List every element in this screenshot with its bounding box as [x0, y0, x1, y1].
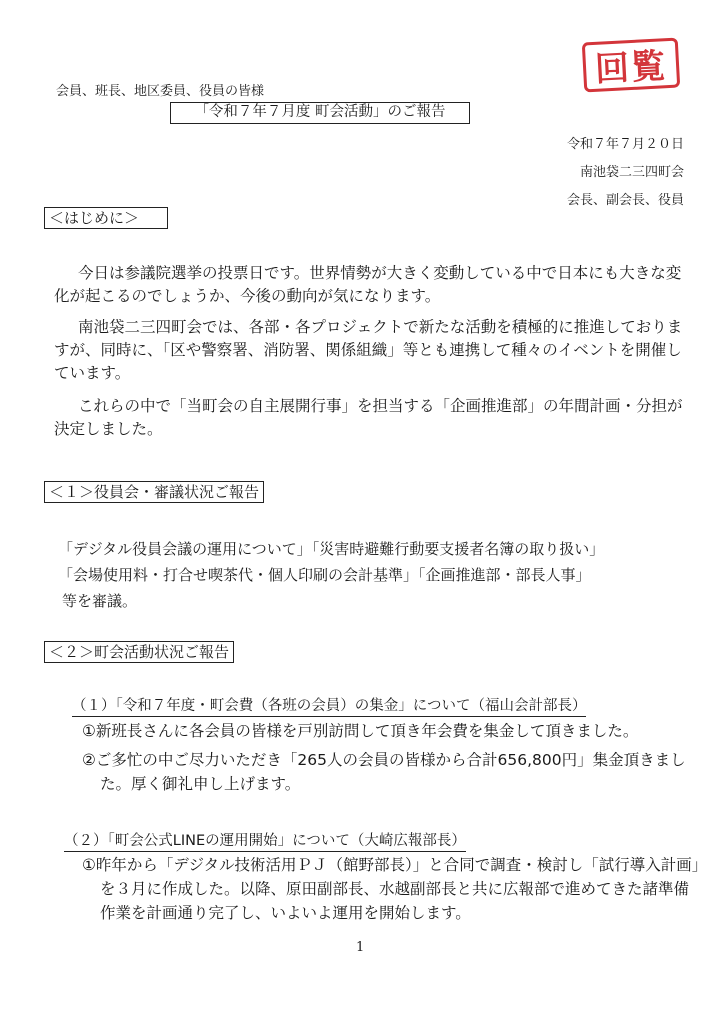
- section2-heading: ＜２＞町会活動状況ご報告: [44, 641, 234, 663]
- section2-sub2-item-1: ①昨年から「デジタル技術活用ＰＪ（館野部長）」と合同で調査・検討し「試行導入計画」を３月に作成した。以降、原田副部長、水越副部長と共に広報部で進めてきた諸準備作業を計画通り完了し、いよいよ運用を開始します。: [82, 856, 700, 922]
- section2-sub1-heading: （１）「令和７年度・町会費（各班の会員）の集金」について（福山会計部長）: [72, 694, 586, 717]
- intro-heading: ＜はじめに＞: [44, 207, 168, 229]
- section1-heading: ＜１＞役員会・審議状況ご報告: [44, 481, 264, 503]
- intro-paragraph-1: 今日は参議院選挙の投票日です。世界情勢が大きく変動している中で日本にも大きな変化が起こるのでしょうか、今後の動向が気になります。: [54, 264, 682, 305]
- organization-name: 南池袋二三四町会: [579, 165, 684, 180]
- document-date: 令和７年７月２０日: [566, 137, 684, 152]
- circulation-stamp: 回覧: [582, 38, 680, 93]
- section2-sub2-heading: （２）「町会公式LINEの運用開始」について（大崎広報部長）: [64, 829, 466, 852]
- intro-paragraph-2: 南池袋二三四町会では、各部・各プロジェクトで新たな活動を積極的に推進しておりますが、同時に、「区や警察署、消防署、関係組織」等とも連携して種々のイベントを開催しています。: [54, 318, 683, 382]
- section1-line-3: 等を審議。: [62, 592, 138, 610]
- section2-sub1-item-1: ①新班長さんに各会員の皆様を戸別訪問して頂き年会費を集金して頂きました。: [82, 722, 639, 740]
- addressee: 会員、班長、地区委員、役員の皆様: [56, 84, 265, 99]
- signatories: 会長、副会長、役員: [566, 193, 684, 208]
- document-title: 「令和７年７月度 町会活動」のご報告: [170, 102, 470, 124]
- section1-line-2: 「会場使用料・打合せ喫茶代・個人印刷の会計基準」「企画推進部・部長人事」: [58, 566, 591, 584]
- intro-paragraph-3: これらの中で「当町会の自主展開行事」を担当する「企画推進部」の年間計画・分担が決定しました。: [54, 397, 683, 438]
- page-number: 1: [356, 940, 365, 955]
- section1-line-1: 「デジタル役員会議の運用について」「災害時避難行動要支援者名簿の取り扱い」: [58, 540, 605, 558]
- section2-sub1-item-2: ②ご多忙の中ご尽力いただき「265人の会員の皆様から合計656,800円」集金頂きました。厚く御礼申し上げます。: [82, 751, 686, 793]
